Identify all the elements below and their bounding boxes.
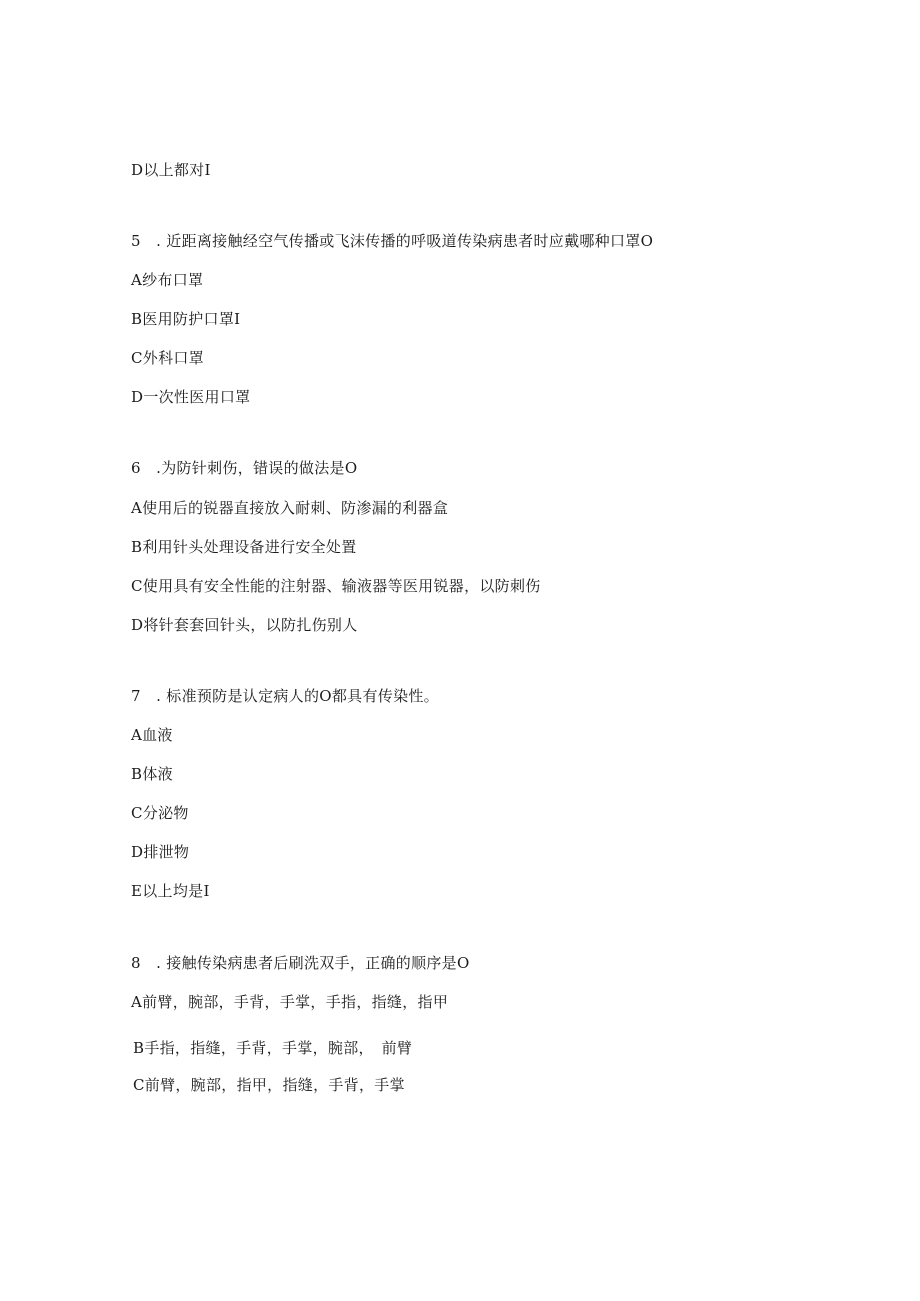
q7-option-c: C分泌物 xyxy=(131,804,189,822)
q6-option-c: C使用具有安全性能的注射器、输液器等医用锐器，以防刺伤 xyxy=(131,577,541,595)
q5-option-b: B医用防护口罩I xyxy=(131,310,241,328)
q8-option-a: A前臂，腕部，手背，手掌，手指，指缝，指甲 xyxy=(131,993,449,1011)
q5-option-c: C外科口罩 xyxy=(131,349,204,367)
q5-question: 5 . 近距离接触经空气传播或飞沫传播的呼吸道传染病患者时应戴哪种口罩O xyxy=(131,232,654,250)
q8-option-b: B手指，指缝，手背，手掌，腕部， 前臂 xyxy=(133,1039,413,1057)
q7-question: 7 . 标准预防是认定病人的O都具有传染性。 xyxy=(131,687,439,705)
q8-question: 8 . 接触传染病患者后刷洗双手，正确的顺序是O xyxy=(131,954,470,972)
q7-option-a: A血液 xyxy=(131,726,173,744)
q7-option-d: D排泄物 xyxy=(131,843,190,861)
q6-question: 6 .为防针刺伤，错误的做法是O xyxy=(131,459,358,477)
q6-option-d: D将针套套回针头，以防扎伤别人 xyxy=(131,616,358,634)
q4-option-d: D以上都对I xyxy=(131,161,211,179)
q7-option-e: E以上均是I xyxy=(131,882,210,900)
q5-option-d: D一次性医用口罩 xyxy=(131,388,251,406)
q7-option-b: B体液 xyxy=(131,765,173,783)
q6-option-a: A使用后的锐器直接放入耐刺、防渗漏的利器盒 xyxy=(131,499,449,517)
q6-option-b: B利用针头处理设备进行安全处置 xyxy=(131,538,357,556)
q5-option-a: A纱布口罩 xyxy=(131,271,204,289)
q8-option-c: C前臂，腕部，指甲，指缝，手背，手掌 xyxy=(133,1076,405,1094)
